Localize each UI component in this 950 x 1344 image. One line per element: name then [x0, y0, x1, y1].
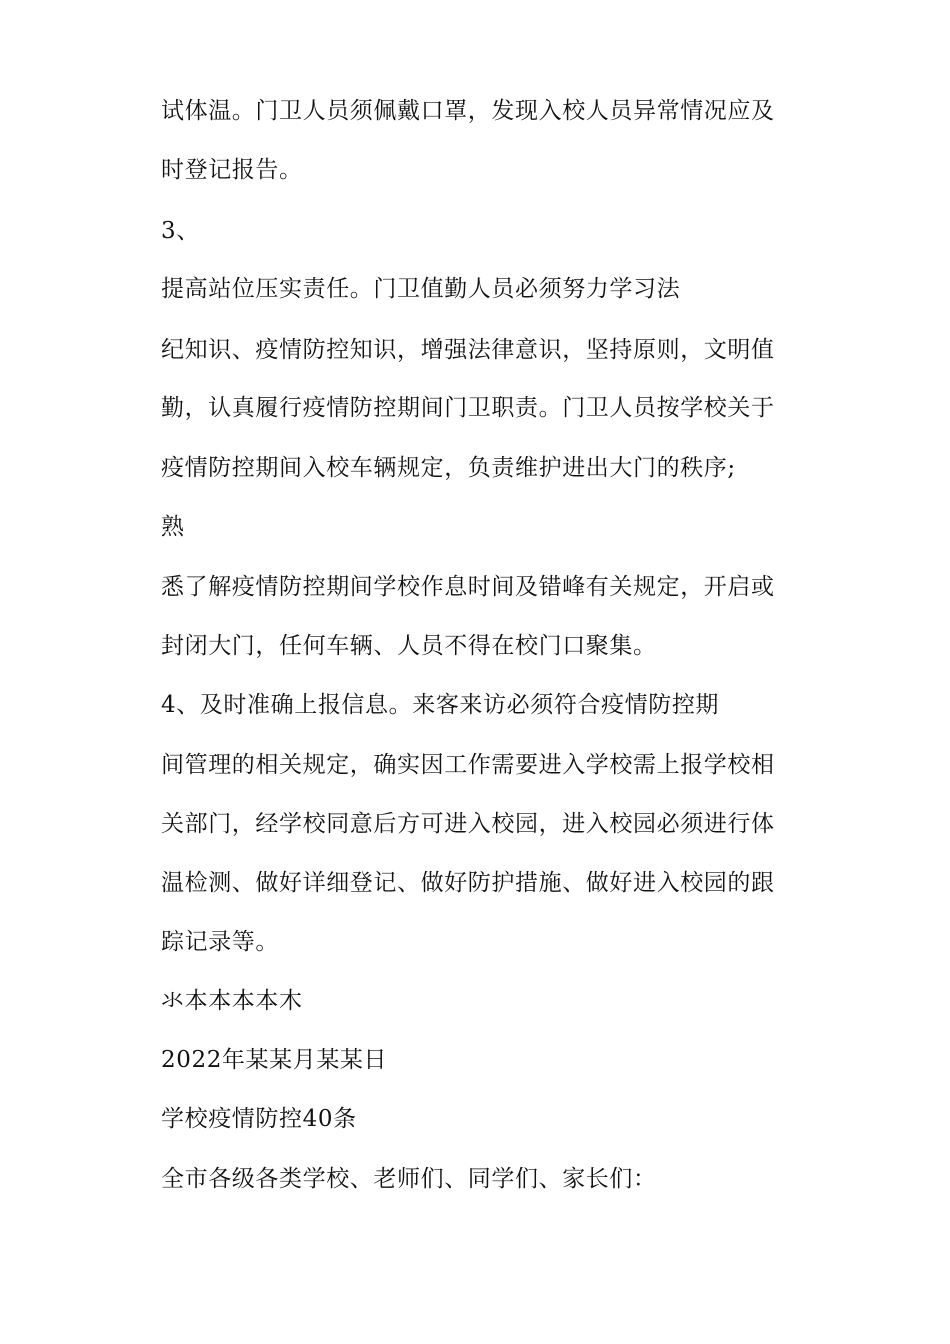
text-line: 3、 [161, 218, 200, 244]
text-line: 间管理的相关规定，确实因工作需要进入学校需上报学校相 [161, 752, 775, 778]
text-line: 封闭大门，任何车辆、人员不得在校门口聚集。 [161, 633, 657, 659]
text-line: 关部门，经学校同意后方可进入校园，进入校园必须进行体 [161, 811, 775, 837]
text-line: 踪记录等。 [161, 929, 279, 955]
salutation: 全市各级各类学校、老师们、同学们、家长们： [161, 1166, 657, 1192]
text-line: 疫情防控期间入校车辆规定，负责维护进出大门的秩序; [161, 455, 736, 481]
text-line: 温检测、做好详细登记、做好防护措施、做好进入校园的跟 [161, 870, 775, 896]
text-line: 悉了解疫情防控期间学校作息时间及错峰有关规定，开启或 [161, 574, 775, 600]
section-title: 学校疫情防控40条 [161, 1106, 357, 1132]
text-line: 纪知识、疫情防控知识，增强法律意识，坚持原则，文明值 [161, 337, 775, 363]
text-line: 勤，认真履行疫情防控期间门卫职责。门卫人员按学校关于 [161, 395, 775, 421]
text-line: 氺本本本本木 [161, 988, 303, 1014]
text-line: 4、及时准确上报信息。来客来访必须符合疫情防控期 [161, 692, 720, 718]
text-line: 时登记报告。 [161, 157, 303, 183]
text-line: 试体温。门卫人员须佩戴口罩，发现入校人员异常情况应及 [161, 98, 775, 124]
text-line: 熟 [161, 514, 185, 540]
date-line: 2022年某某月某某日 [161, 1047, 388, 1073]
text-line: 提高站位压实责任。门卫值勤人员必须努力学习法 [161, 276, 681, 302]
